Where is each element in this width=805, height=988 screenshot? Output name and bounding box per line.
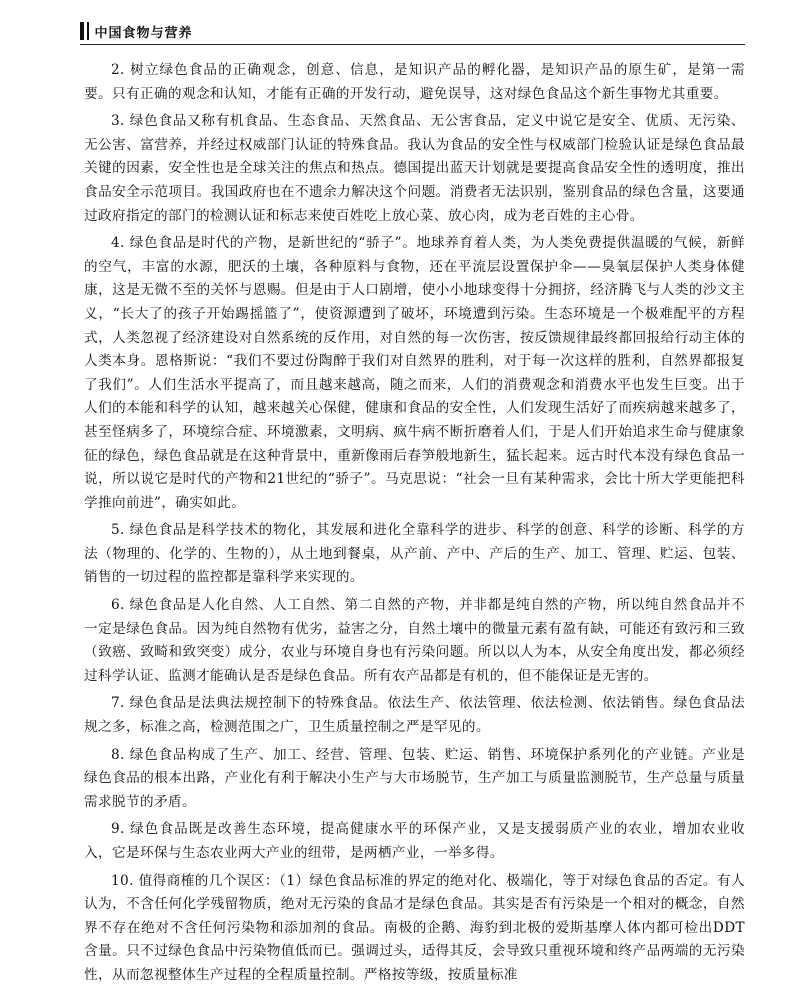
paragraph-5: 5. 绿色食品是科学技术的物化，其发展和进化全靠科学的进步、科学的创意、科学的诊断、科学的方法（物理的、化学的、生物的），从土地到餐桌，从产前、产中、产后的生产、加工、管理、贮运、包装、销售的一切过程的监控都是靠科学来实现的。 xyxy=(84,522,745,586)
header-bar-mark xyxy=(80,22,84,40)
paragraph-10: 10. 值得商榷的几个误区：（1）绿色食品标准的界定的绝对化、极端化，等于对绿色食品的否定。有人认为，不含任何化学残留物质，绝对无污染的食品才是绿色食品。其实是否有污染是一个相对的概念，自然界不存在绝对不含任何污染物和添加剂的食品。南极的企鹅、海豹到北极的爱斯基摩人体内都可检出DDT含量。只不过绿色食品中污染物值低而已。强调过头，适得其反，会导致只重视环境和终产品两端的无污染性，从而忽视整体生产过程的全程质量控制。严格按等级，按质量标准 xyxy=(84,872,745,983)
running-header xyxy=(80,18,745,45)
paragraph-4: 4. 绿色食品是时代的产物，是新世纪的“骄子”。地球养育着人类，为人类免费提供温暖的气候，新鲜的空气，丰富的水源，肥沃的土壤，各种原料与食物，还在平流层设置保护伞——臭氧层保护人类身体健康，这是无微不至的关怀与恩赐。但是由于人口剧增，使小小地球变得十分拥挤，经济腾飞与人类的沙文主义，“长大了的孩子开始踢摇篮了”，使资源遭到了破坏，环境遭到污染。生态环境是一个极难配平的方程式，人类忽视了经济建设对自然系统的反作用，对自然的每一次伤害，按反馈规律最终都回报给行动主体的人类本身。恩格斯说：“我们不要过份陶醉于我们对自然界的胜利，对于每一次这样的胜利，自然界都报复了我们”。人们生活水平提高了，而且越来越高，随之而来，人们的消费观念和消费水平也发生巨变。出于人们的本能和科学的认知，越来越关心保健，健康和食品的安全性，人们发现生活好了而疾病越来越多了，甚至怪病多了，环境综合症、环境激素，文明病、疯牛病不断折磨着人们，于是人们开始追求生命与健康象征的绿色，绿色食品就是在这种背景中，重新像雨后春笋般地新生，猛长起来。远古时代本没有绿色食品一说，所以说它是时代的产物和21世纪的“骄子”。马克思说：“社会一旦有某种需求，会比十所大学更能把科学推向前进”，确实如此。 xyxy=(84,235,745,511)
paragraph-8: 8. 绿色食品构成了生产、加工、经营、管理、包装、贮运、销售、环境保护系列化的产业链。产业是绿色食品的根本出路，产业化有利于解决小生产与大市场脱节，生产加工与质量监测脱节，生产总量与质量需求脱节的矛盾。 xyxy=(84,746,745,810)
header-bar-mark-thin xyxy=(87,22,89,40)
paragraph-9: 9. 绿色食品既是改善生态环境，提高健康水平的环保产业，又是支援弱质产业的农业，增加农业收入，它是环保与生态农业两大产业的纽带，是两栖产业，一举多得。 xyxy=(84,821,745,861)
paragraph-7: 7. 绿色食品是法典法规控制下的特殊食品。依法生产、依法管理、依法检测、依法销售。绿色食品法规之多，标准之高，检测范围之广，卫生质量控制之严是罕见的。 xyxy=(84,695,745,736)
paragraph-6: 6. 绿色食品是人化自然、人工自然、第二自然的产物，并非都是纯自然的产物，所以纯自然食品并不一定是绿色食品。因为纯自然物有优劣，益害之分，自然土壤中的微量元素有盈有缺，可能还有致污和三致（致癌、致畸和致突变）成分，农业与环境自身也有污染问题。所以以人为本，从安全角度出发，都必须经过科学认证、监测才能确认是否是绿色食品。所有农产品都是有机的，但不能保证是无害的。 xyxy=(84,597,745,684)
body-text xyxy=(84,59,745,988)
paragraph-3: 3. 绿色食品又称有机食品、生态食品、天然食品、无公害食品，定义中说它是安全、优质、无污染、无公害、富营养，并经过权威部门认证的特殊食品。我认为食品的安全性与权威部门检验认证是绿色食品最关键的因素，安全性也是全球关注的焦点和热点。德国提出蓝天计划就是要提高食品安全性的透明度，推出食品安全示范项目。我国政府也在不遗余力解决这个问题。消费者无法识别，鉴别食品的绿色含量，这要通过政府指定的部门的检测认证和标志来使百姓吃上放心菜、放心肉，成为老百姓的主心骨。 xyxy=(84,113,745,224)
book-title: 中国食物与营养 xyxy=(94,25,193,41)
paragraph-2: 2. 树立绿色食品的正确观念，创意、信息，是知识产品的孵化器，是知识产品的原生矿，是第一需要。只有正确的观念和认知，才能有正确的开发行动，避免误导，这对绿色食品这个新生事物尤其重要。 xyxy=(84,62,745,102)
